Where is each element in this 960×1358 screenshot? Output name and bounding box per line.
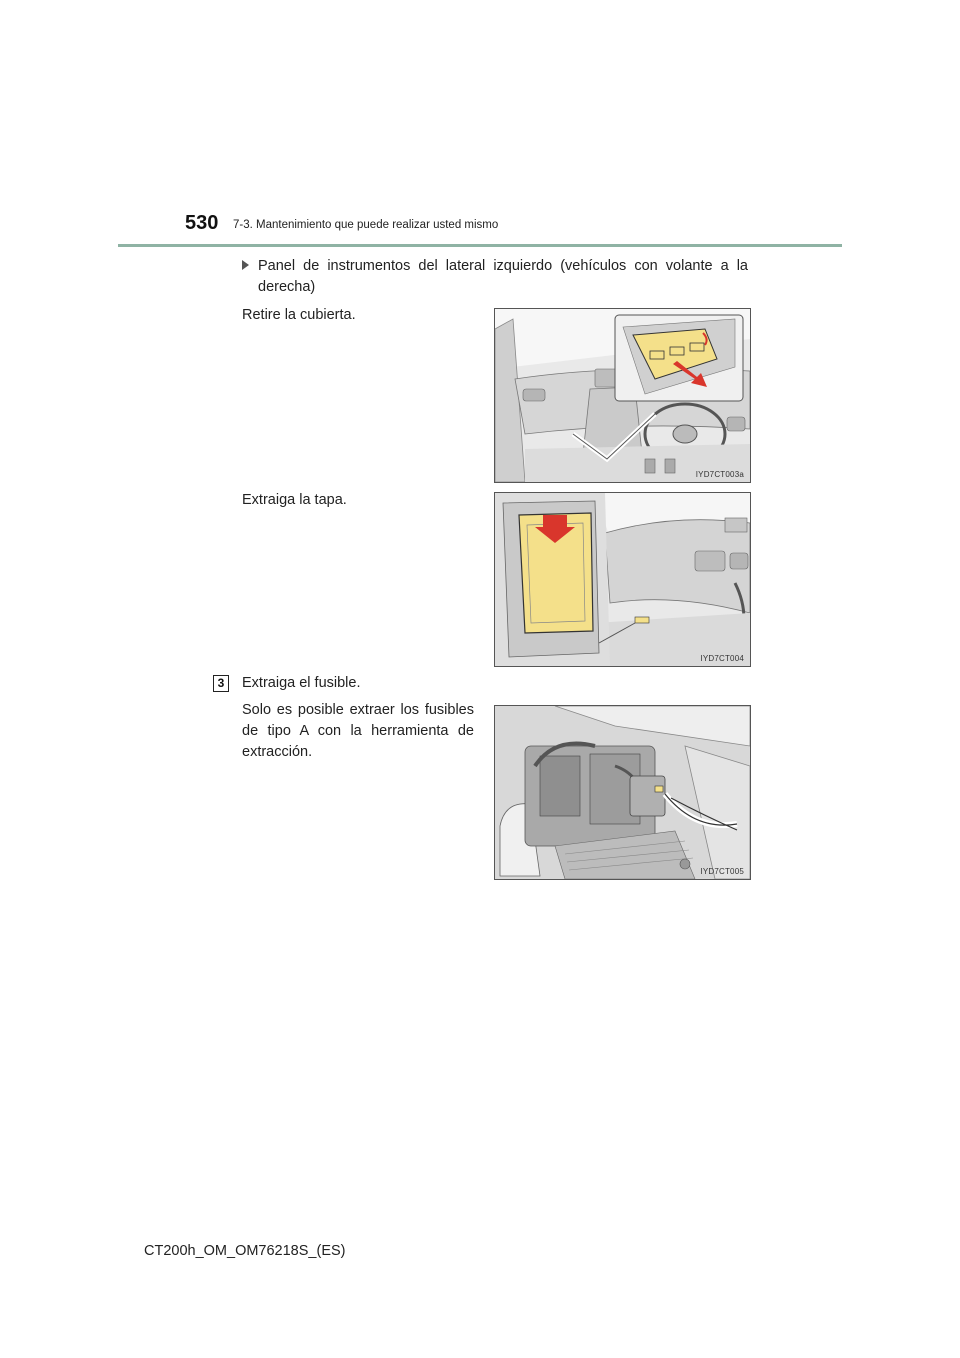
- figure-code: IYD7CT004: [700, 654, 744, 663]
- step-number-badge: 3: [213, 675, 229, 692]
- bullet-triangle-icon: [242, 260, 249, 270]
- lid-removal-illustration: [495, 493, 750, 666]
- fuse-note: Solo es posible extraer los fusibles de tipo A con la herramienta de extracción.: [242, 702, 474, 760]
- header-rule: [118, 244, 842, 247]
- figure-code: IYD7CT005: [700, 867, 744, 876]
- step-remove-fuse: Extraiga el fusible.: [242, 675, 361, 691]
- figure-dashboard-cover: [494, 308, 751, 483]
- footer-doc-code: CT200h_OM_OM76218S_(ES): [144, 1243, 346, 1259]
- page-number: 530: [185, 212, 219, 234]
- dashboard-cover-illustration: [495, 309, 750, 482]
- bullet-text: Panel de instrumentos del lateral izquierdo (vehículos con volante a la derecha): [258, 258, 748, 295]
- step-remove-cover: Retire la cubierta.: [242, 307, 356, 323]
- figure-engine-compartment: [494, 705, 751, 880]
- figure-code: IYD7CT003a: [695, 470, 744, 479]
- step-remove-lid: Extraiga la tapa.: [242, 492, 347, 508]
- section-title: 7-3. Mantenimiento que puede realizar usted mismo: [233, 219, 499, 231]
- figure-lid-removal: [494, 492, 751, 667]
- engine-compartment-illustration: [495, 706, 750, 879]
